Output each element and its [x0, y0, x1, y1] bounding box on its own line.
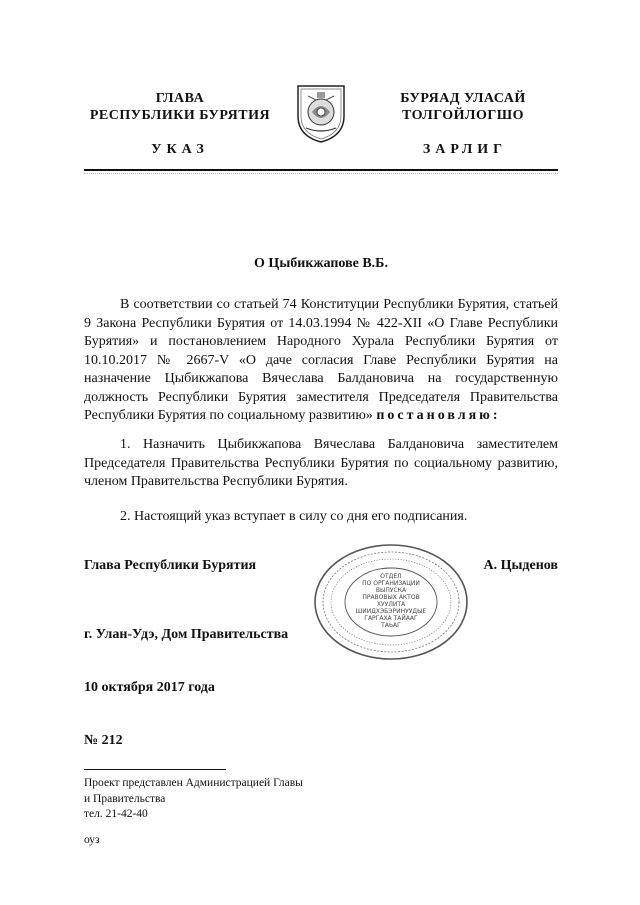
signature-position: Глава Республики Бурятия [84, 558, 257, 573]
preamble-text: В соответствии со статьей 74 Конституции Республики Бурятия, статьей 9 Закона Республики Бурятия от 14.03.1994 № 422-XII «О Главе Республики Бурятия» и постановлением Народного Хурала Республики Бурятия от 10.10.2017 № 2667-V «О даче согласия Главе Республики Бурятия на назначение Цыбикжапова Вячеслава Балдановича на государственную должность Республики Бурятия заместителя Председателя Правительства Республики Бурятия по социальному развитию» [84, 297, 558, 423]
header-right-line1: БУРЯАД УЛАСАЙ [400, 91, 526, 106]
header-left-line2: РЕСПУБЛИКИ БУРЯТИЯ [89, 108, 271, 123]
svg-text:ТАЬАГ: ТАЬАГ [381, 622, 401, 629]
document-title: О Цыбикжапове В.Б. [254, 256, 388, 271]
header-right-block [368, 90, 558, 124]
doc-type-right: ЗАРЛИГ [422, 142, 508, 157]
header-left-line1: ГЛАВА [155, 91, 205, 106]
official-stamp-icon [312, 542, 470, 662]
document-number: № 212 [84, 733, 123, 748]
footnote-line4: оуз [84, 833, 100, 846]
decree-item-2-text: 2. Настоящий указ вступает в силу со дня его подписания. [120, 509, 468, 524]
document-date: 10 октября 2017 года [84, 680, 215, 695]
header-left-block [80, 90, 280, 124]
header-right-line2: ТОЛГОЙЛОГШО [401, 108, 525, 123]
preamble-decree-word: постановляю: [376, 408, 501, 423]
svg-text:ПО ОРГАНИЗАЦИИ: ПО ОРГАНИЗАЦИИ [362, 580, 420, 587]
header-rule-dotted [84, 173, 558, 174]
footnote-line3: тел. 21-42-40 [84, 808, 148, 820]
svg-text:ХУУЛИТА: ХУУЛИТА [376, 601, 406, 608]
footnote-rule [84, 769, 226, 770]
decree-item-1 [84, 436, 558, 492]
svg-text:ГАРГАХА ТАЙААГ: ГАРГАХА ТАЙААГ [364, 615, 418, 622]
signature-name: А. Цыденов [483, 558, 558, 573]
decree-item-2 [84, 508, 558, 527]
footnote-line2: и Правительства [84, 792, 166, 805]
place-of-signing: г. Улан-Удэ, Дом Правительства [84, 627, 289, 642]
preamble-paragraph [84, 296, 558, 426]
svg-text:ПРАВОВЫХ АКТОВ: ПРАВОВЫХ АКТОВ [362, 594, 420, 601]
svg-text:ШИИДХЭБЭРИНУУДЫЕ: ШИИДХЭБЭРИНУУДЫЕ [355, 608, 427, 615]
svg-text:ОТДЕЛ: ОТДЕЛ [380, 573, 402, 580]
footnote-block [84, 776, 303, 848]
svg-text:ВЫПУСКА: ВЫПУСКА [375, 587, 407, 594]
decree-item-1-text: 1. Назначить Цыбикжапова Вячеслава Балдановича заместителем Председателя Правительства Республики Бурятия по социальному развитию, членом Правительства Республики Бурятия. [84, 437, 558, 489]
doc-type-left: УКАЗ [151, 142, 209, 157]
coat-of-arms-icon [294, 82, 348, 144]
header-rule [84, 169, 558, 171]
footnote-line1: Проект представлен Администрацией Главы [84, 777, 303, 789]
